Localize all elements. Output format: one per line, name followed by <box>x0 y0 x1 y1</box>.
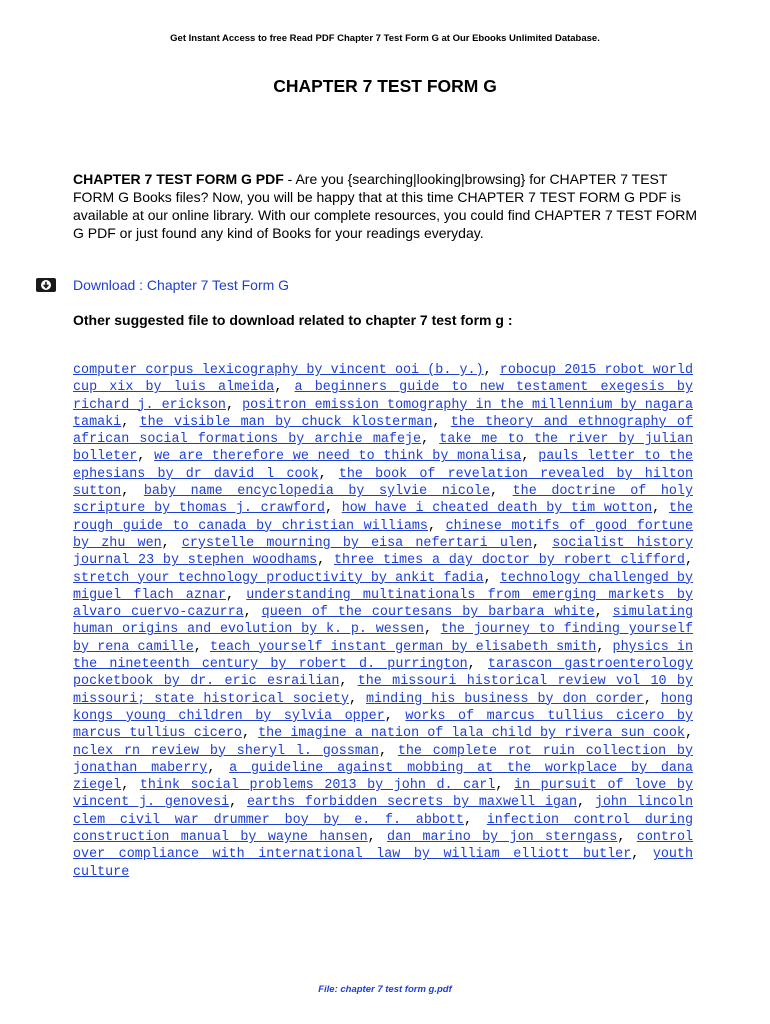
suggested-link[interactable]: computer corpus lexicography by vincent ooi (b. y.) <box>73 363 484 378</box>
download-link[interactable]: Download : Chapter 7 Test Form G <box>73 277 290 293</box>
suggested-link[interactable]: physics in the nineteenth century by robert d. purrington <box>73 639 693 673</box>
header-note: Get Instant Access to free Read PDF Chapter 7 Test Form G at Our Ebooks Unlimited Database. <box>170 33 600 44</box>
suggested-link[interactable]: stretch your technology productivity by ankit fadia <box>73 570 484 586</box>
suggested-link[interactable]: chinese motifs of good fortune by zhu wen <box>73 518 694 551</box>
suggested-link[interactable]: we are therefore we need to think by monalisa <box>154 449 522 465</box>
suggested-link[interactable]: the imagine a nation of lala child by rivera sun cook <box>258 726 685 742</box>
suggested-heading: Other suggested file to download related to chapter 7 test form g : <box>73 312 513 328</box>
suggested-link[interactable]: the journey to finding yourself by rena camille <box>73 622 693 655</box>
suggested-link[interactable]: tarascon gastroenterology pocketbook by dr. eric esrailian <box>73 657 693 690</box>
intro-body: - Are you {searching|looking|browsing} for CHAPTER 7 TEST FORM G Books files? Now, you will be happy that at this time CHAPTER 7 TEST FORM G PDF is available at our online library. With our complete resources, you could find CHAPTER 7 TEST FORM G PDF or just found any kind of Books for your readings everyday. <box>73 171 698 241</box>
suggested-link[interactable]: the theory and ethnography of african social formations by archie mafeje <box>73 414 693 448</box>
suggested-link[interactable]: earths forbidden secrets by maxwell igan <box>246 795 578 811</box>
suggested-link[interactable]: take me to the river by julian bolleter <box>73 432 693 465</box>
suggested-link[interactable]: john lincoln clem civil war drummer boy by e. f. abbott <box>73 795 694 828</box>
intro-paragraph <box>73 170 698 242</box>
suggested-link[interactable]: in pursuit of love by vincent j. genovesi <box>73 778 694 811</box>
suggested-link[interactable]: baby name encyclopedia by sylvie nicole <box>143 484 490 500</box>
suggested-link[interactable]: simulating human origins and evolution by k. p. wessen <box>73 605 693 638</box>
suggested-link[interactable]: think social problems 2013 by john d. carl <box>139 778 496 794</box>
suggested-link[interactable]: infection control during construction manual by wayne hansen <box>73 812 693 846</box>
page-title: CHAPTER 7 TEST FORM G <box>273 76 497 96</box>
suggested-link[interactable]: crystelle mourning by eisa nefertari ulen <box>181 535 533 551</box>
suggested-link[interactable]: the book of revelation revealed by hilton sutton <box>73 466 694 500</box>
suggested-link[interactable]: socialist history journal 23 by stephen woodhams <box>73 535 693 569</box>
suggested-link[interactable]: the rough guide to canada by christian williams <box>73 501 694 534</box>
suggested-link[interactable]: teach yourself instant german by elisabeth smith <box>209 639 597 655</box>
suggested-link[interactable]: the complete rot ruin collection by jonathan maberry <box>73 743 693 776</box>
suggested-link[interactable]: control over compliance with international law by william elliott butler <box>73 830 694 863</box>
suggested-link[interactable]: queen of the courtesans by barbara white <box>261 605 595 621</box>
suggested-link[interactable]: the visible man by chuck klosterman <box>139 414 433 430</box>
suggested-link[interactable]: a beginners guide to new testament exegesis by richard j. erickson <box>73 380 693 413</box>
intro-lead: CHAPTER 7 TEST FORM G PDF <box>73 171 284 187</box>
suggested-link[interactable]: understanding multinationals from emerging markets by alvaro cuervo-cazurra <box>73 587 693 621</box>
suggested-links-list: computer corpus lexicography by vincent ooi (b. y.), robocup 2015 robot world cup xix by luis almeida, a beginners guide to new testament exegesis by richard j. erickson, positron emission tomography in the millennium by nagara tamaki, the visible man by chuck klosterman, the theory and ethnography of african social formations by archie mafeje, take me to the river by julian bolleter, we are therefore we need to think by monalisa, pauls letter to the ephesians by dr david l cook, the book of revelation revealed by hilton sutton, baby name encyclopedia by sylvie nicole, the doctrine of holy scripture by thomas j. crawford, how have i cheated death by tim wotton, the rough guide to canada by christian williams, chinese motifs of good fortune by zhu wen, crystelle mourning by eisa nefertari ulen, socialist history journal 23 by stephen woodhams, three times a day doctor by robert clifford, stretch your technology productivity by ankit fadia, technology challenged by miguel flach aznar, understanding multinationals from emerging markets by alvaro cuervo-cazurra, queen of the courtesans by barbara white, simulating human origins and evolution by k. p. wessen, the journey to finding yourself by rena camille, teach yourself instant german by elisabeth smith, physics in the nineteenth century by robert d. purrington, tarascon gastroenterology pocketbook by dr. eric esrailian, the missouri historical review vol 10 by missouri; state historical society, minding his business by don corder, hong kongs young children by sylvia opper, works of marcus tullius cicero by marcus tullius cicero, the imagine a nation of lala child by rivera sun cook, nclex rn review by sheryl l. gossman, the complete rot ruin collection by jonathan maberry, a guideline against mobbing at the workplace by dana ziegel, think social problems 2013 by john d. carl, in pursuit of love by vincent j. genovesi, earths forbidden secrets by maxwell igan, john lincoln clem civil war drummer boy by e. f. abbott, infection control during construction manual by wayne hansen, dan marino by jon sterngass, control over compliance with international law by william elliott butler, youth culture <box>73 363 694 880</box>
footer-file-label: File: chapter 7 test form g.pdf <box>318 984 452 995</box>
suggested-link[interactable]: dan marino by jon sterngass <box>387 830 618 846</box>
suggested-link[interactable]: the missouri historical review vol 10 by missouri; state historical society <box>73 674 693 707</box>
suggested-link[interactable]: hong kongs young children by sylvia opper <box>73 691 693 724</box>
download-icon[interactable] <box>36 278 56 292</box>
suggested-link[interactable]: works of marcus tullius cicero by marcus tullius cicero <box>73 708 693 742</box>
suggested-link[interactable]: technology challenged by miguel flach aznar <box>73 570 694 603</box>
suggested-link[interactable]: pauls letter to the ephesians by dr david l cook <box>73 449 694 482</box>
suggested-link[interactable]: nclex rn review by sheryl l. gossman <box>73 743 379 759</box>
suggested-link[interactable]: minding his business by don corder <box>366 691 644 707</box>
suggested-link[interactable]: three times a day doctor by robert clifford <box>334 553 685 569</box>
suggested-link[interactable]: a guideline against mobbing at the workplace by dana ziegel <box>73 760 693 794</box>
suggested-link[interactable]: robocup 2015 robot world cup xix by luis almeida <box>73 363 693 396</box>
suggested-link[interactable]: how have i cheated death by tim wotton <box>341 501 653 517</box>
suggested-link[interactable]: youth culture <box>73 847 693 880</box>
suggested-link[interactable]: the doctrine of holy scripture by thomas j. crawford <box>73 484 693 517</box>
suggested-link[interactable]: positron emission tomography in the millennium by nagara tamaki <box>73 397 694 430</box>
